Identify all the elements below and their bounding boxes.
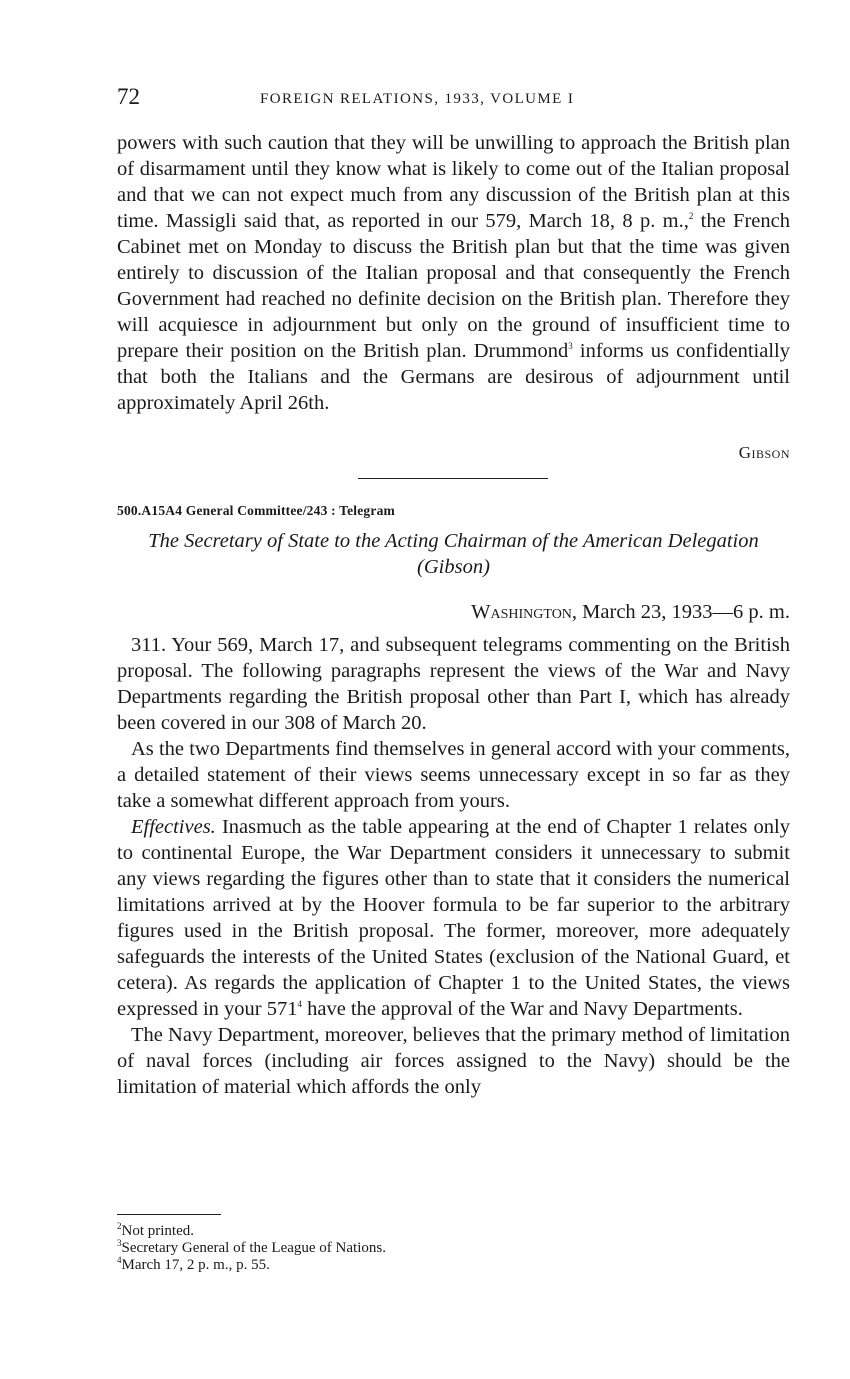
dateline [471,601,790,624]
running-title: FOREIGN RELATIONS, 1933, VOLUME I [260,91,575,107]
paragraph-2: As the two Departments find themselves in general accord with your comments, a detailed statement of their views seems unnecessary except in so far as they take a somewhat different approach from yours. [117,738,790,812]
footnote-ref-4: 4 [297,999,302,1010]
paragraph-4: The Navy Department, moreover, believes that the primary method of limitation of naval forces (including air forces assigned to the Navy) should be the limitation of material which affords the only [117,1024,790,1098]
document-title: The Secretary of State to the Acting Chairman of the American Delegation (Gibson) [148,530,759,578]
footnotes [117,1223,790,1274]
footnote-4 [117,1257,790,1274]
footnote-text: Not printed. [121,1223,194,1239]
continuation-text-part3: informs us confidentially that both the Italians and the Germans are desirous of adjournment until approximately April 26th. [117,340,790,414]
footnote-marker: 3 [117,1238,122,1248]
continuation-text-part2: the French Cabinet met on Monday to discuss the British plan but that the time was given entirely to discussion of the Italian proposal and that consequently the French Government had reached no definite decision on the British plan. Therefore they will acquiesce in adjournment but only on the ground of insufficient time to prepare their position on the British plan. Drummond [117,210,790,362]
paragraph-3-text: Inasmuch as the table appearing at the end of Chapter 1 relates only to continental Europe, the War Department considers it unnecessary to submit any views regarding the figures other than to state that it considers the numerical limitations arrived at by the Hoover formula to be far superior to the arbitrary figures used in the British proposal. The former, moreover, more adequately safeguards the interests of the United States (exclusion of the National Guard, et cetera). As regards the application of Chapter 1 to the United States, the views expressed in your 571 [117,816,790,1020]
footnote-text: Secretary General of the League of Nations. [121,1240,386,1256]
footnote-ref-3: 3 [568,341,573,352]
paragraph-3-lead: Effectives. [131,816,216,838]
paragraph-3 [117,814,790,1022]
footnote-divider [117,1214,221,1215]
footnote-marker: 4 [117,1255,122,1265]
section-divider [358,478,548,479]
page-number: 72 [117,84,140,109]
signature: Gibson [738,443,790,462]
footnote-ref-2: 2 [688,211,694,222]
continuation-text [117,130,790,416]
footnote-text: March 17, 2 p. m., p. 55. [121,1257,270,1273]
footnote-3 [117,1240,790,1257]
dateline-date: March 23, 1933—6 p. m. [577,601,790,623]
dateline-place: Washington, [471,601,578,623]
footnote-2 [117,1223,790,1240]
telegram-body [117,632,790,1100]
footnote-marker: 2 [117,1221,122,1231]
paragraph-3-tail: have the approval of the War and Navy Departments. [301,998,743,1020]
continuation-paragraph [117,130,790,416]
continuation-text-part1: powers with such caution that they will be unwilling to approach the British plan of disarmament until they know what is likely to come out of the Italian proposal and that we can not expect much from any discussion of the British plan at this time. Massigli said that, as reported in our 579, March 18, 8 p. m., [117,132,790,232]
file-number: 500.A15A4 General Committee/243 : Telegram [117,503,395,518]
page-header [117,84,790,114]
paragraph-1: 311. Your 569, March 17, and subsequent telegrams commenting on the British proposal. The following paragraphs represent the views of the War and Navy Departments regarding the British proposal other than Part I, which has already been covered in our 308 of March 20. [117,634,790,734]
